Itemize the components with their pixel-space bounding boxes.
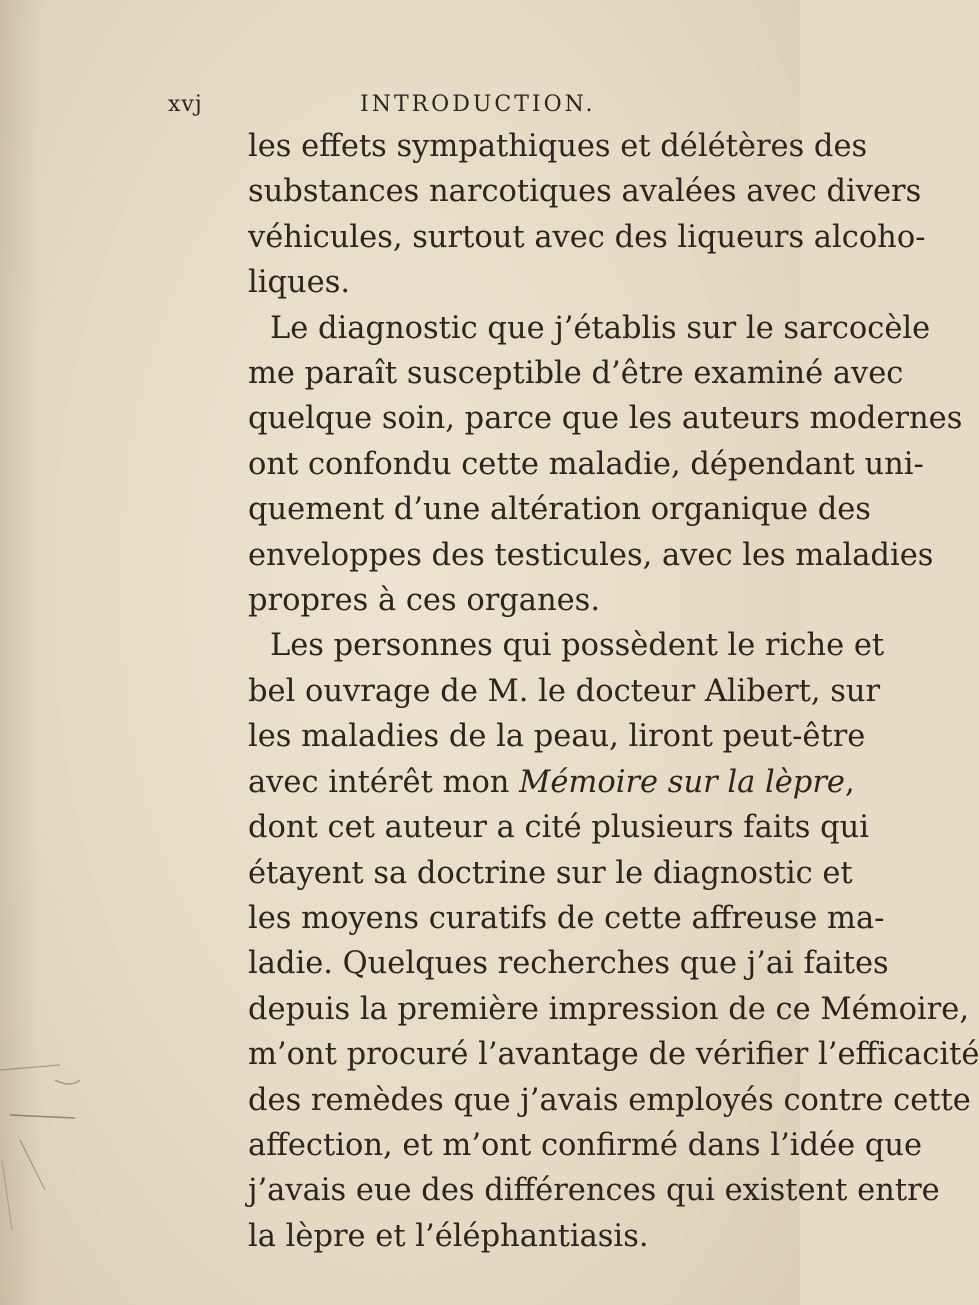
text-line: enveloppes des testicules, avec les maladies bbox=[248, 537, 934, 573]
text-line: les effets sympathiques et délétères des bbox=[248, 129, 868, 164]
running-title: INTRODUCTION. bbox=[360, 92, 596, 117]
bleed-stroke bbox=[2, 1160, 12, 1230]
text-line: me paraît susceptible d’être examiné avec bbox=[248, 356, 904, 392]
bleed-stroke bbox=[55, 1080, 80, 1084]
paragraph-1 bbox=[248, 124, 926, 306]
page-number: xvj bbox=[168, 92, 203, 117]
text-line: les moyens curatifs de cette affreuse ma- bbox=[248, 900, 885, 936]
text-fragment: avec intérêt mon bbox=[248, 764, 520, 800]
text-line: bel ouvrage de M. le docteur Alibert, sur bbox=[248, 673, 881, 709]
body-text bbox=[248, 124, 979, 1259]
text-line: quelque soin, parce que les auteurs modernes bbox=[248, 401, 963, 437]
page-header bbox=[150, 84, 710, 124]
text-line: substances narcotiques avalées avec divers bbox=[248, 174, 922, 210]
text-line: depuis la première impression de ce Mémoire, bbox=[248, 991, 970, 1027]
text-line: affection, et m’ont confirmé dans l’idée que bbox=[248, 1127, 923, 1163]
paragraph-3 bbox=[248, 623, 979, 1259]
paragraph-2 bbox=[248, 306, 963, 624]
text-line: les maladies de la peau, liront peut-être bbox=[248, 719, 866, 755]
text-line: Le diagnostic que j’établis sur le sarcocèle bbox=[270, 310, 931, 346]
text-line: des remèdes que j’avais employés contre cette bbox=[248, 1082, 971, 1118]
bleed-stroke bbox=[0, 1065, 60, 1070]
text-line: quement d’une altération organique des bbox=[248, 492, 871, 528]
text-line: étayent sa doctrine sur le diagnostic et bbox=[248, 855, 853, 891]
text-line: la lèpre et l’éléphantiasis. bbox=[248, 1218, 649, 1254]
margin-bleed-through-marks bbox=[0, 1020, 140, 1280]
text-line: Les personnes qui possèdent le riche et bbox=[270, 628, 885, 664]
text-line: m’ont procuré l’avantage de vérifier l’efficacité bbox=[248, 1037, 979, 1073]
text-line: propres à ces organes. bbox=[248, 583, 601, 619]
bleed-stroke bbox=[20, 1140, 45, 1190]
text-fragment: , bbox=[844, 764, 855, 800]
bleed-stroke bbox=[10, 1115, 75, 1118]
text-line: liques. bbox=[248, 265, 351, 301]
text-line: véhicules, surtout avec des liqueurs alcoho- bbox=[248, 219, 926, 255]
text-line-with-title bbox=[248, 760, 855, 805]
text-line: ont confondu cette maladie, dépendant uni- bbox=[248, 446, 924, 482]
text-line: j’avais eue des différences qui existent entre bbox=[248, 1173, 940, 1209]
italic-title: Mémoire sur la lèpre bbox=[519, 764, 845, 800]
text-line: ladie. Quelques recherches que j’ai faites bbox=[248, 946, 889, 982]
text-line: dont cet auteur a cité plusieurs faits qui bbox=[248, 810, 870, 846]
